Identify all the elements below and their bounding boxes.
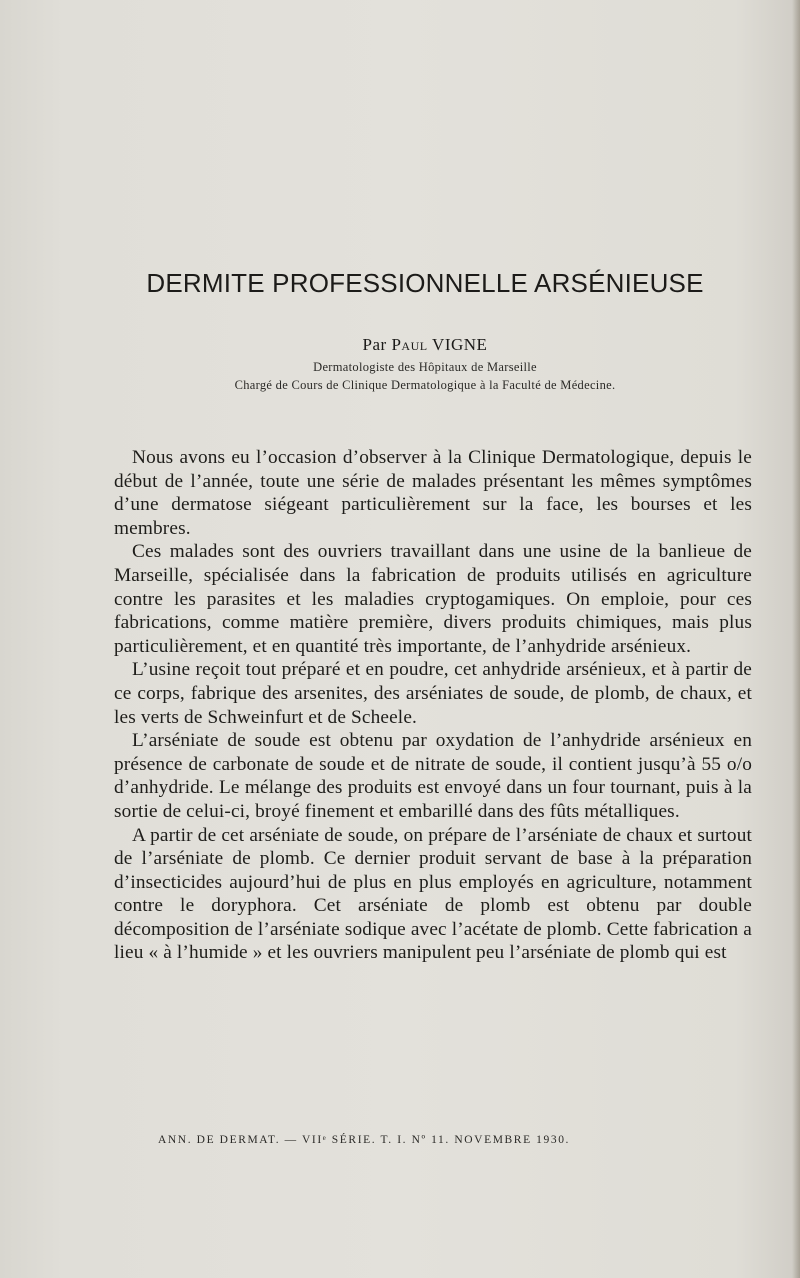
page-edge-shadow: [792, 0, 800, 1278]
author-affiliation-2: Chargé de Cours de Clinique Dermatologique à la Faculté de Médecine.: [234, 378, 616, 392]
body-paragraph: Nous avons eu l’occasion d’observer à la Clinique Dermatologique, depuis le début de l’année, toute une série de malades présentant les mêmes symptômes d’une dermatose siégeant particulièrement sur la face, les bourses et les membres.: [114, 447, 752, 539]
author-first-name: Paul: [391, 335, 428, 354]
body-paragraph: L’arséniate de soude est obtenu par oxydation de l’anhydride arsénieux en présence de carbonate de soude et de nitrate de soude, il contient jusqu’à 55 o/o d’anhydride. Le mélange des produits est envoyé dans un four tournant, puis à la sortie de celui-ci, broyé finement et embarillé dans des fûts métalliques.: [114, 730, 752, 822]
article-body: [114, 446, 752, 965]
author-last-name: VIGNE: [432, 335, 488, 354]
body-paragraph: Ces malades sont des ouvriers travaillant dans une usine de la banlieue de Marseille, spécialisée dans la fabrication de produits utilisés en agriculture contre les parasites et les maladies cryptogamiques. On emploie, pour ces fabrications, comme matière première, divers produits chimiques, mais plus particulièrement, et en quantité très importante, de l’anhydride arsénieux.: [114, 541, 752, 657]
body-paragraph: A partir de cet arséniate de soude, on prépare de l’arséniate de chaux et surtout de l’arséniate de plomb. Ce dernier produit servant de base à la préparation d’insecticides aujourd’hui de plus en plus employés en agriculture, notamment contre le doryphora. Cet arséniate de plomb est obtenu par double décomposition de l’arséniate sodique avec l’acétate de plomb. Cette fabrication a lieu « à l’humide » et les ouvriers manipulent peu l’arséniate de plomb qui est: [114, 824, 752, 964]
author-byline: [0, 335, 800, 355]
byline-prefix: Par: [362, 335, 387, 354]
author-affiliation-1: Dermatologiste des Hôpitaux de Marseille: [313, 360, 537, 374]
journal-footer: ANN. DE DERMAT. — VIIᵉ SÉRIE. T. I. Nº 11. NOVEMBRE 1930.: [158, 1134, 571, 1146]
body-paragraph: L’usine reçoit tout préparé et en poudre, cet anhydride arsénieux, et à partir de ce corps, fabrique des arsenites, des arséniates de soude, de plomb, de chaux, et les verts de Schweinfurt et de Scheele.: [114, 659, 752, 728]
article-title: DERMITE PROFESSIONNELLE ARSÉNIEUSE: [146, 268, 704, 298]
